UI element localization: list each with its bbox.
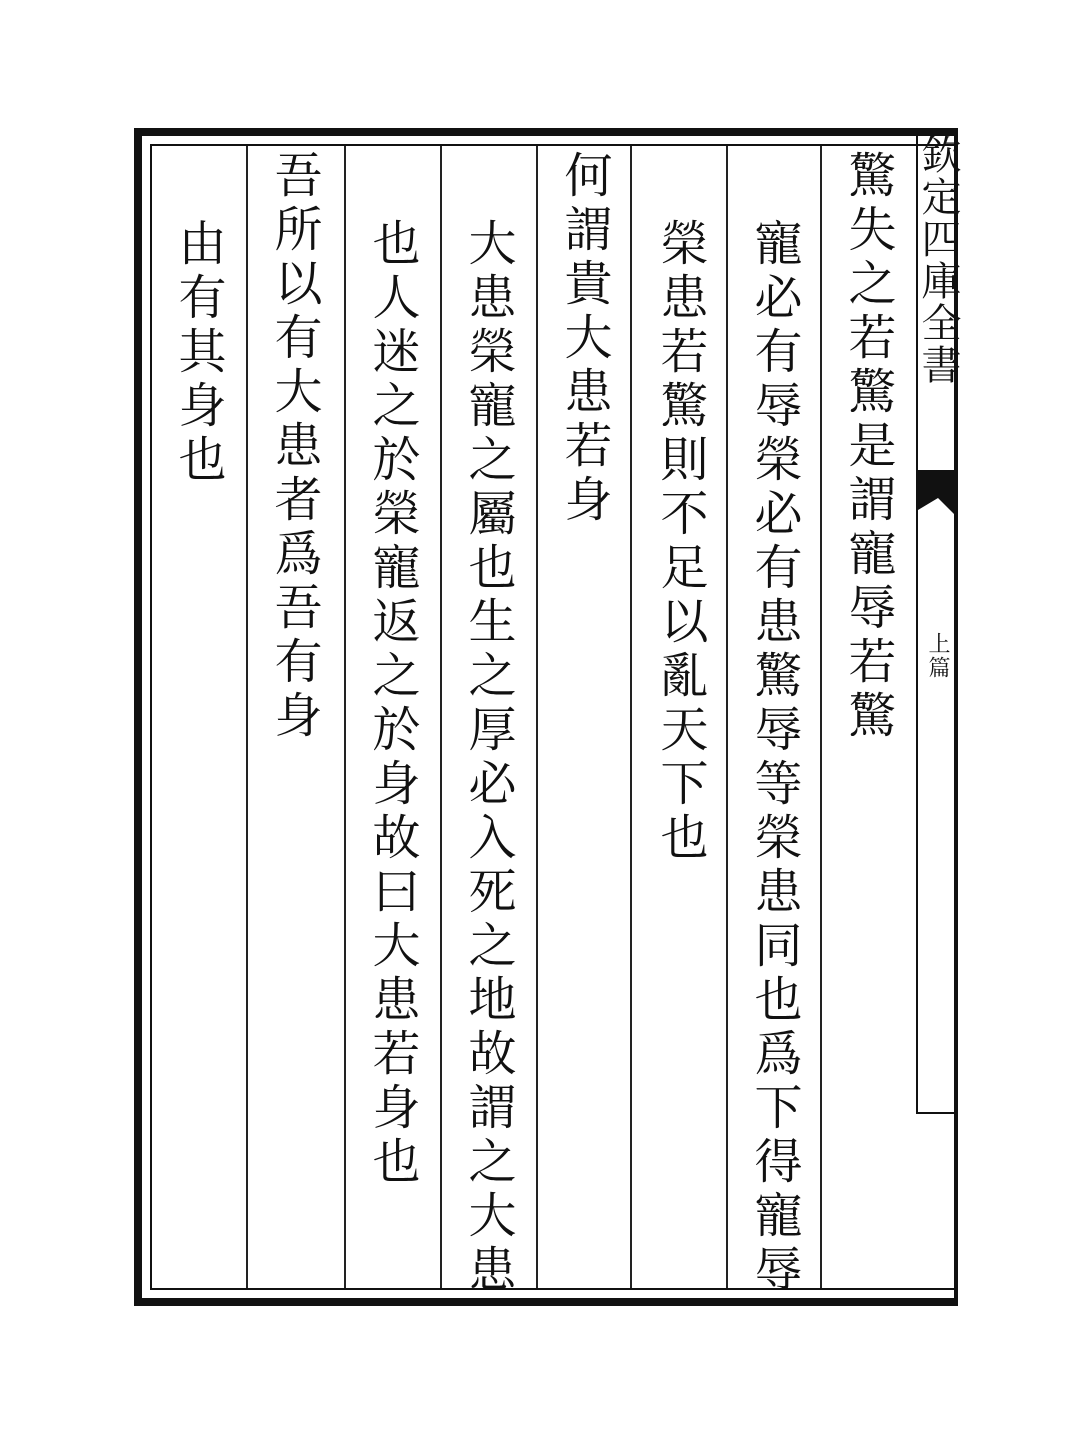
text-column-6: 也人迷之於榮寵返之於身故曰大患若身也 bbox=[364, 218, 420, 1190]
text-column-5: 大患榮寵之屬也生之厚必入死之地故謂之大患 bbox=[460, 218, 516, 1298]
text-column-3: 榮患若驚則不足以亂天下也 bbox=[652, 218, 708, 866]
text-column-8: 由有其身也 bbox=[170, 218, 226, 488]
text-column-1: 驚失之若驚是謂寵辱若驚 bbox=[840, 150, 896, 744]
text-column-2: 寵必有辱榮必有患驚辱等榮患同也爲下得寵辱 bbox=[746, 218, 802, 1298]
section-label: 上篇 bbox=[925, 632, 950, 680]
column-rule bbox=[630, 146, 632, 1288]
column-rule bbox=[344, 146, 346, 1288]
margin-end-rule bbox=[916, 1112, 956, 1114]
book-title: 欽定四庫全書 bbox=[915, 134, 961, 386]
column-rule bbox=[246, 146, 248, 1288]
fish-tail-mark-icon bbox=[918, 470, 956, 516]
column-rule bbox=[536, 146, 538, 1288]
column-rule bbox=[440, 146, 442, 1288]
column-rule bbox=[726, 146, 728, 1288]
text-column-4: 何謂貴大患若身 bbox=[556, 150, 612, 528]
text-column-7: 吾所以有大患者爲吾有身 bbox=[266, 150, 322, 744]
column-rule bbox=[820, 146, 822, 1288]
